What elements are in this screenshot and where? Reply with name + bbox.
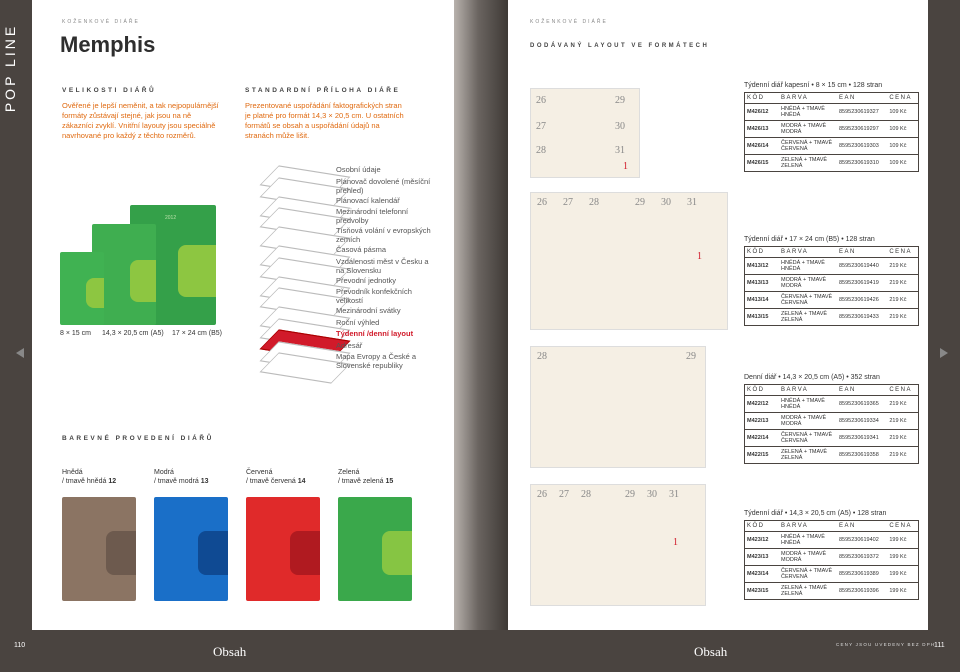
planner-b5: 26 27 28 29 30 31 1	[530, 192, 728, 330]
left-page	[32, 0, 454, 630]
table-cell-ean: 8595230619303	[837, 138, 887, 155]
nav-next-icon[interactable]	[940, 348, 948, 358]
product-table	[744, 520, 919, 600]
stack-label: Adresář	[336, 340, 363, 350]
table-cell-code: M422/15	[745, 447, 779, 464]
table-title: Týdenní diář kapesní • 8 × 15 cm • 128 stran	[744, 82, 883, 89]
color-code: 14	[297, 478, 306, 485]
table-cell-color: HNĚDÁ + TMAVĚ HNĚDÁ	[779, 396, 837, 413]
table-cell-price: 109 Kč	[887, 121, 918, 138]
nav-prev-icon[interactable]	[16, 348, 24, 358]
table-cell-ean: 8595230619433	[837, 309, 887, 326]
table-cell-price: 219 Kč	[887, 396, 918, 413]
color-swatch	[62, 497, 136, 601]
table-cell-price: 109 Kč	[887, 155, 918, 172]
color-sub: / tmavě hnědá	[62, 478, 107, 485]
stack-label: Osobní údaje	[336, 165, 381, 174]
table-row	[745, 413, 918, 430]
color-name: Hnědá	[62, 469, 83, 476]
planner-day: 30	[661, 197, 671, 208]
table-row	[745, 396, 918, 413]
table-cell-color: ZELENÁ + TMAVĚ ZELENÁ	[779, 447, 837, 464]
table-cell-color: ČERVENÁ + TMAVĚ ČERVENÁ	[779, 138, 837, 155]
table-cell-code: M423/14	[745, 566, 779, 583]
table-header: BARVA	[781, 249, 809, 255]
table-header: CENA	[889, 249, 912, 255]
page-number-right: 111	[934, 642, 945, 649]
table-cell-ean: 8595230619372	[837, 549, 887, 566]
sidebar-label: POP LINE	[2, 23, 19, 113]
table-cell-code: M423/12	[745, 532, 779, 549]
table-cell-code: M423/15	[745, 583, 779, 600]
color-swatch	[246, 497, 320, 601]
table-header: KÓD	[747, 249, 765, 255]
planner-a5: 26 27 28 29 30 31 1	[530, 484, 706, 606]
table-cell-ean: 8595230619341	[837, 430, 887, 447]
table-row	[745, 104, 918, 121]
table-cell-price: 219 Kč	[887, 413, 918, 430]
planner-day: 31	[669, 489, 679, 500]
table-row	[745, 258, 918, 275]
table-cell-ean: 8595230619402	[837, 532, 887, 549]
table-cell-price: 219 Kč	[887, 275, 918, 292]
table-cell-color: ZELENÁ + TMAVĚ ZELENÁ	[779, 309, 837, 326]
table-cell-ean: 8595230619419	[837, 275, 887, 292]
table-cell-ean: 8595230619310	[837, 155, 887, 172]
table-cell-code: M413/14	[745, 292, 779, 309]
table-cell-color: MODRÁ + TMAVĚ MODRÁ	[779, 549, 837, 566]
table-cell-code: M426/14	[745, 138, 779, 155]
table-header: BARVA	[781, 95, 809, 101]
table-header: BARVA	[781, 387, 809, 393]
table-cell-code: M413/13	[745, 275, 779, 292]
planner-day: 31	[687, 197, 697, 208]
table-header: KÓD	[747, 387, 765, 393]
table-cell-color: ZELENÁ + TMAVĚ ZELENÁ	[779, 583, 837, 600]
planner-daily: 28 29	[530, 346, 706, 468]
color-label	[338, 468, 393, 486]
stack-label: Převodní jednotky	[336, 275, 397, 285]
book-year-label: 2012	[165, 215, 177, 221]
planner-day: 28	[581, 489, 591, 500]
color-sub: / tmavě modrá	[154, 478, 199, 485]
table-cell-color: HNĚDÁ + TMAVĚ HNĚDÁ	[779, 532, 837, 549]
table-cell-price: 219 Kč	[887, 309, 918, 326]
stack-label: Plánovač dovolené (měsíční přehled)	[336, 176, 431, 195]
color-name: Červená	[246, 469, 273, 476]
table-cell-price: 219 Kč	[887, 447, 918, 464]
table-header: EAN	[839, 523, 856, 529]
table-row	[745, 566, 918, 583]
planner-day: 29	[635, 197, 645, 208]
planner-day: 29	[625, 489, 635, 500]
table-header: EAN	[839, 249, 856, 255]
table-row	[745, 292, 918, 309]
table-cell-code: M426/13	[745, 121, 779, 138]
table-cell-code: M426/15	[745, 155, 779, 172]
table-cell-ean: 8595230619327	[837, 104, 887, 121]
table-cell-ean: 8595230619389	[837, 566, 887, 583]
table-cell-price: 109 Kč	[887, 104, 918, 121]
table-cell-ean: 8595230619297	[837, 121, 887, 138]
color-swatch	[154, 497, 228, 601]
table-cell-color: ČERVENÁ + TMAVĚ ČERVENÁ	[779, 566, 837, 583]
table-cell-ean: 8595230619440	[837, 258, 887, 275]
book-pocket	[60, 252, 104, 325]
table-cell-code: M422/14	[745, 430, 779, 447]
contents-link-right[interactable]: Obsah	[694, 644, 728, 659]
table-header: EAN	[839, 95, 856, 101]
table-cell-price: 199 Kč	[887, 549, 918, 566]
table-cell-color: ZELENÁ + TMAVĚ ZELENÁ	[779, 155, 837, 172]
table-cell-code: M426/12	[745, 104, 779, 121]
table-header: CENA	[889, 523, 912, 529]
table-cell-color: MODRÁ + TMAVĚ MODRÁ	[779, 413, 837, 430]
table-row	[745, 447, 918, 464]
table-row	[745, 430, 918, 447]
planner-day: 26	[537, 489, 547, 500]
book-gutter	[454, 0, 508, 630]
page-title: Memphis	[60, 32, 156, 57]
stack-label: Mezinárodní svátky	[336, 306, 401, 315]
stack-label: Plánovací kalendář	[336, 195, 400, 205]
table-cell-color: MODRÁ + TMAVĚ MODRÁ	[779, 121, 837, 138]
color-name: Modrá	[154, 469, 174, 476]
table-row	[745, 532, 918, 549]
table-cell-color: HNĚDÁ + TMAVĚ HNĚDÁ	[779, 258, 837, 275]
planner-day: 27	[563, 197, 573, 208]
table-title: Týdenní diář • 17 × 24 cm (B5) • 128 stran	[744, 236, 875, 243]
table-cell-price: 219 Kč	[887, 258, 918, 275]
planner-day: 26	[537, 197, 547, 208]
table-row	[745, 583, 918, 600]
table-title: Denní diář • 14,3 × 20,5 cm (A5) • 352 stran	[744, 374, 880, 381]
table-cell-code: M413/12	[745, 258, 779, 275]
table-header: CENA	[889, 387, 912, 393]
table-cell-price: 219 Kč	[887, 292, 918, 309]
color-code: 12	[108, 478, 117, 485]
contents-link-left[interactable]: Obsah	[213, 644, 247, 659]
left-kicker: KOŽENKOVÉ DIÁŘE	[62, 19, 140, 25]
price-note: CENY JSOU UVEDENY BEZ DPH	[836, 642, 936, 647]
table-cell-ean: 8595230619334	[837, 413, 887, 430]
table-row	[745, 309, 918, 326]
std-heading: STANDARDNÍ PŘÍLOHA DIÁŘE	[245, 87, 401, 94]
table-row	[745, 121, 918, 138]
color-code: 13	[200, 478, 209, 485]
color-swatch	[338, 497, 412, 601]
table-cell-color: ČERVENÁ + TMAVĚ ČERVENÁ	[779, 430, 837, 447]
size-label-b5: 17 × 24 cm (B5)	[172, 330, 222, 337]
stack-label: Mezinárodní telefonní předvolby	[336, 207, 409, 225]
sizes-text: Ověřené je lepší neměnit, a tak nejpopulárnější formáty zůstávají stejné, jak jsou na ně zákazníci zvyklí. Vnitřní layouty jsou speciálně navrhované pro každý z těchto rozměrů.	[62, 101, 219, 140]
color-label	[154, 468, 209, 486]
color-name: Zelená	[338, 469, 360, 476]
table-cell-price: 219 Kč	[887, 430, 918, 447]
std-text: Prezentované uspořádání faktografických stran je platné pro formát 14,3 × 20,5 cm. U ostatních formátů se obsah a uspořádání údajů na stranách může lišit.	[245, 101, 404, 140]
table-header: CENA	[889, 95, 912, 101]
planner-day: 28	[589, 197, 599, 208]
stack-label: Vzdálenosti měst v Česku a na Slovensku	[336, 256, 429, 275]
table-cell-color: ČERVENÁ + TMAVĚ ČERVENÁ	[779, 292, 837, 309]
table-title: Týdenní diář • 14,3 × 20,5 cm (A5) • 128 stran	[744, 510, 887, 517]
table-cell-code: M422/13	[745, 413, 779, 430]
stack-label: Časová pásma	[336, 245, 387, 254]
table-cell-price: 199 Kč	[887, 566, 918, 583]
color-label	[246, 468, 306, 486]
stack-label: Mapa Evropy a České a Slovenské republiky	[336, 352, 417, 370]
table-cell-code: M413/15	[745, 309, 779, 326]
right-kicker: KOŽENKOVÉ DIÁŘE	[530, 19, 608, 25]
table-cell-color: HNĚDÁ + TMAVĚ HNĚDÁ	[779, 104, 837, 121]
stack-label: Převodník konfekčních velikostí	[336, 287, 412, 305]
stack-label: Roční výhled	[336, 317, 380, 327]
color-sub: / tmavě červená	[246, 478, 296, 485]
size-label-a5: 14,3 × 20,5 cm (A5)	[102, 330, 164, 337]
stack-label: Tísňová volání v evropských zemích	[336, 226, 431, 244]
product-table	[744, 92, 919, 172]
table-cell-code: M423/13	[745, 549, 779, 566]
table-header: KÓD	[747, 95, 765, 101]
table-cell-price: 199 Kč	[887, 532, 918, 549]
color-sub: / tmavě zelená	[338, 478, 384, 485]
table-header: KÓD	[747, 523, 765, 529]
table-header: EAN	[839, 387, 856, 393]
table-row	[745, 155, 918, 172]
stack-label: Týdenní /denní layout	[336, 329, 414, 338]
table-cell-ean: 8595230619358	[837, 447, 887, 464]
product-table	[744, 384, 919, 464]
color-label	[62, 468, 116, 486]
layout-heading: DODÁVANÝ LAYOUT VE FORMÁTECH	[530, 43, 710, 49]
color-code: 15	[385, 478, 394, 485]
planner-day: 30	[647, 489, 657, 500]
table-header: BARVA	[781, 523, 809, 529]
table-cell-price: 199 Kč	[887, 583, 918, 600]
planner-day: 27	[559, 489, 569, 500]
table-cell-ean: 8595230619365	[837, 396, 887, 413]
size-label-pocket: 8 × 15 cm	[60, 330, 91, 337]
table-cell-color: MODRÁ + TMAVĚ MODRÁ	[779, 275, 837, 292]
sizes-heading: VELIKOSTI DIÁŘŮ	[62, 87, 157, 94]
planner-pocket: 26 29 27 30 28 31 1	[530, 88, 640, 178]
sidebar	[0, 0, 32, 672]
table-cell-ean: 8595230619426	[837, 292, 887, 309]
table-row	[745, 138, 918, 155]
colors-heading: BAREVNÉ PROVEDENÍ DIÁŘŮ	[62, 435, 214, 442]
page-number-left: 110	[14, 642, 26, 649]
table-cell-price: 109 Kč	[887, 138, 918, 155]
table-row	[745, 275, 918, 292]
table-cell-ean: 8595230619396	[837, 583, 887, 600]
table-cell-code: M422/12	[745, 396, 779, 413]
right-page	[508, 0, 928, 630]
table-row	[745, 549, 918, 566]
product-table	[744, 246, 919, 326]
